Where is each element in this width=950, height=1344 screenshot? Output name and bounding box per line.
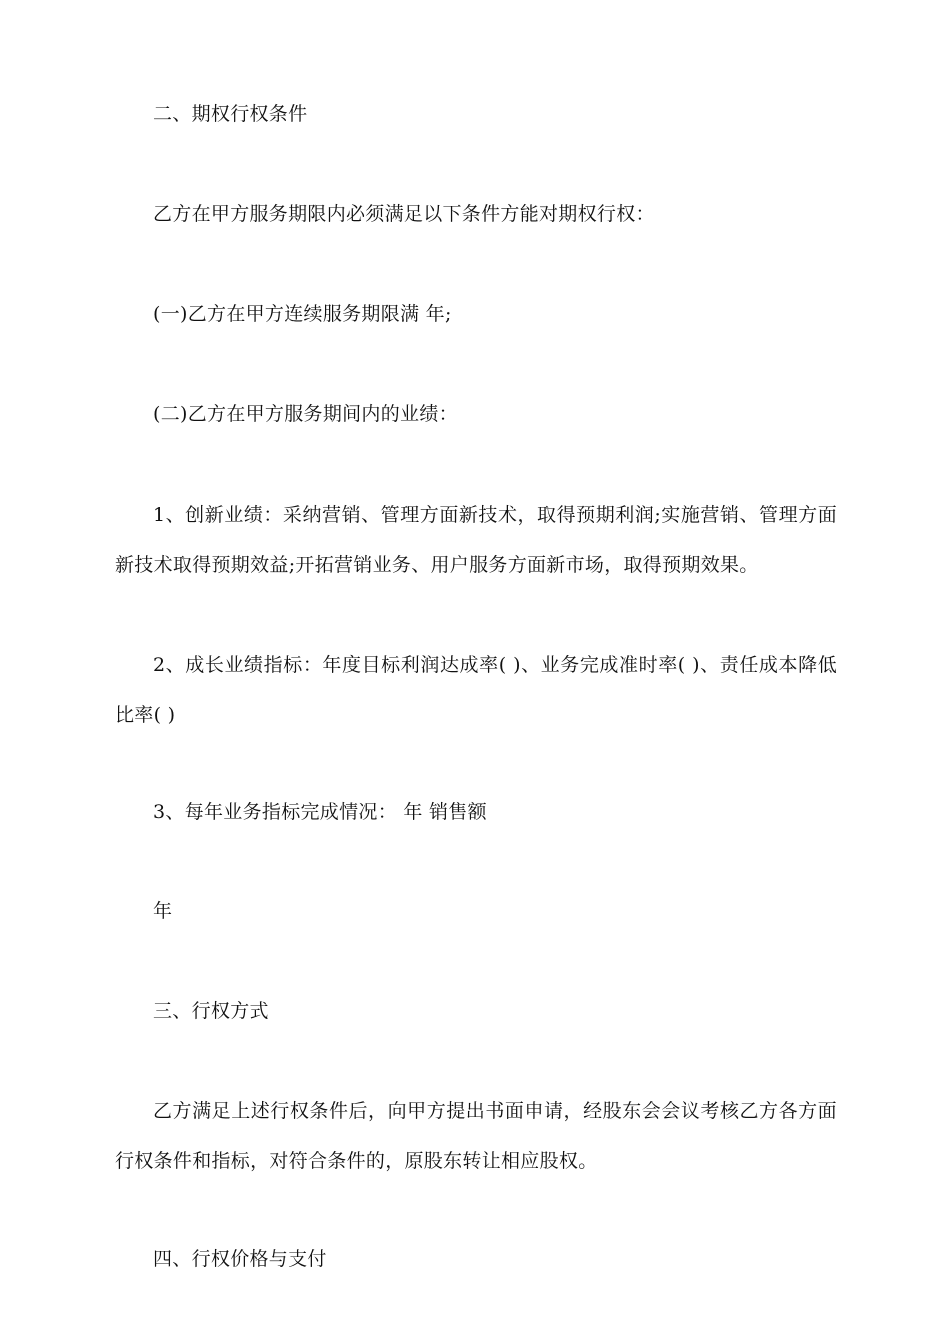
section-heading-exercise-method: 三、行权方式 — [153, 1000, 269, 1022]
paragraph-annual-indicators: 3、每年业务指标完成情况： 年 销售额 — [153, 801, 487, 823]
paragraph-year: 年 — [153, 900, 173, 922]
paragraph-innovation-performance: 1、创新业绩：采纳营销、管理方面新技术，取得预期利润;实施营销、管理方面新技术取得预期效益;开拓营销业务、用户服务方面新市场，取得预期效果。 — [115, 504, 837, 576]
section-heading-exercise-conditions: 二、期权行权条件 — [153, 103, 308, 125]
paragraph-performance-heading: (二)乙方在甲方服务期间内的业绩： — [153, 403, 458, 425]
paragraph-exercise-method: 乙方满足上述行权条件后，向甲方提出书面申请，经股东会会议考核乙方各方面行权条件和指标，对符合条件的，原股东转让相应股权。 — [115, 1100, 837, 1172]
paragraph-service-term: (一)乙方在甲方连续服务期限满 年; — [153, 303, 452, 325]
paragraph-conditions-intro: 乙方在甲方服务期限内必须满足以下条件方能对期权行权： — [153, 203, 655, 225]
section-heading-price-payment: 四、行权价格与支付 — [153, 1248, 327, 1270]
paragraph-growth-indicators: 2、成长业绩指标：年度目标利润达成率( )、业务完成准时率( )、责任成本降低比率( ) — [115, 654, 837, 726]
